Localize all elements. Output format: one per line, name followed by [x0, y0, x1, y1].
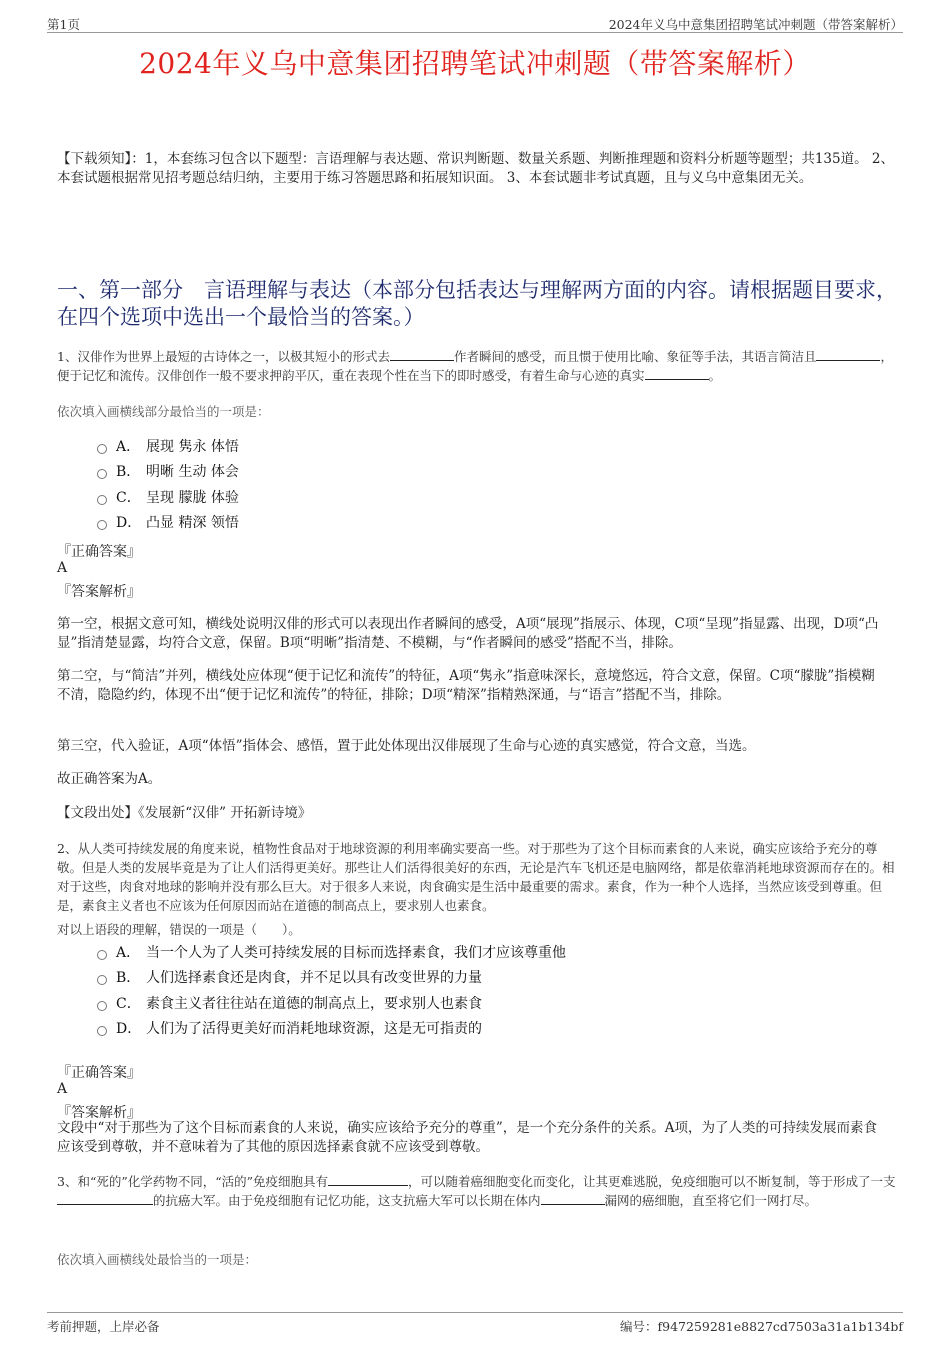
radio-icon[interactable]	[97, 975, 107, 985]
question-3-prompt: 依次填入画横线处最恰当的一项是：	[57, 1252, 258, 1267]
question-1-text: 1、汉俳作为世界上最短的古诗体之一，以极其短小的形式去 作者瞬间的感受，而且惯于使用比喻、象征等手法，其语言简洁且 ，便于记忆和流传。汉俳创作一般不要求押韵平仄，重在表现个性在当下的即时感受，有着生命与心迹的真实 。	[57, 349, 893, 383]
answer-value: A	[57, 1081, 68, 1097]
answer-value: A	[57, 560, 68, 576]
section-title: 一、第一部分 言语理解与表达（本部分包括表达与理解两方面的内容。请根据题目要求，在四个选项中选出一个最恰当的答案。）	[57, 278, 897, 329]
header-doc-title: 2024年义乌中意集团招聘笔试冲刺题（带答案解析）	[608, 17, 903, 32]
analysis-conclusion: 故正确答案为A。	[57, 771, 162, 787]
radio-icon[interactable]	[97, 444, 107, 454]
analysis-paragraph: 文段中“对于那些为了这个目标而素食的人来说，确实应该给予充分的尊重”，是一个充分条件的关系。A项，为了人类的可持续发展而素食应该受到尊敬，并不意味着为了其他的原因选择素食就不应该受到尊敬。	[57, 1120, 878, 1155]
option-b[interactable]: B． 人们选择素食还是肉食，并不足以具有改变世界的力量	[97, 965, 566, 991]
answer-blank	[816, 348, 880, 361]
question-1-options	[97, 433, 239, 535]
answer-blank	[57, 1192, 153, 1205]
download-notice: 【下载须知】：1，本套练习包含以下题型：言语理解与表达题、常识判断题、数量关系题、判断推理题和资料分析题等题型；共135道。 2、本套试题根据常见招考题总结归纳，主要用于练习答题思路和拓展知识面。 3、本套试题非考试真题，且与义乌中意集团无关。	[57, 151, 894, 186]
radio-icon[interactable]	[97, 520, 107, 530]
radio-icon[interactable]	[97, 1026, 107, 1036]
option-d[interactable]: D． 人们为了活得更美好而消耗地球资源，这是无可指责的	[97, 1016, 566, 1042]
answer-label: 『正确答案』	[57, 1065, 141, 1081]
question-2-prompt: 对以上语段的理解，错误的一项是（ ）。	[57, 922, 301, 937]
question-1-prompt: 依次填入画横线部分最恰当的一项是：	[57, 404, 270, 419]
answer-blank	[541, 1192, 605, 1205]
question-2-options	[97, 939, 566, 1041]
page-number: 第1页	[47, 17, 80, 32]
source-citation: 【文段出处】《发展新“汉俳” 开拓新诗境》	[57, 805, 312, 821]
answer-blank	[328, 1173, 408, 1186]
option-b[interactable]: B． 明晰 生动 体会	[97, 459, 239, 485]
question-2-text: 2、从人类可持续发展的角度来说，植物性食品对于地球资源的利用率确实要高一些。对于那些为了这个目标而素食的人来说，确实应该给予充分的尊敬。但是人类的发展毕竟是为了让人们活得更美好。那些让人们活得很美好的东西，无论是汽车飞机还是电脑网络，都是依靠消耗地球资源而存在的。相对于这些，肉食对地球的影响并没有那么巨大。对于很多人来说，肉食确实是生活中最重要的需求。素食，作为一种个人选择，当然应该受到尊重。但是，素食主义者也不应该为任何原因而站在道德的制高点上，要求别人也素食。	[57, 841, 895, 913]
question-3-text: 3、和“死的”化学药物不同，“活的”免疫细胞具有 ，可以随着癌细胞变化而变化，让其更难逃脱，免疫细胞可以不断复制，等于形成了一支的抗癌大军。由于免疫细胞有记忆功能，这支抗癌大军可以长期在体内 漏网的癌细胞，直至将它们一网打尽。	[57, 1174, 896, 1208]
option-a[interactable]: A． 当一个人为了人类可持续发展的目标而选择素食，我们才应该尊重他	[97, 939, 566, 965]
document-title: 2024年义乌中意集团招聘笔试冲刺题（带答案解析）	[139, 47, 811, 80]
option-d[interactable]: D． 凸显 精深 领悟	[97, 510, 239, 536]
radio-icon[interactable]	[97, 495, 107, 505]
analysis-paragraph: 第一空，根据文意可知，横线处说明汉俳的形式可以表现出作者瞬间的感受，A项“展现”指展示、体现，C项“呈现”指显露、出现，D项“凸显”指清楚显露，均符合文意，保留。B项“明晰”指清楚、不模糊，与“作者瞬间的感受”搭配不当，排除。	[57, 616, 879, 651]
radio-icon[interactable]	[97, 1001, 107, 1011]
analysis-paragraph: 第三空，代入验证，A项“体悟”指体会、感悟，置于此处体现出汉俳展现了生命与心迹的真实感觉，符合文意，当选。	[57, 738, 756, 754]
radio-icon[interactable]	[97, 469, 107, 479]
option-a[interactable]: A． 展现 隽永 体悟	[97, 433, 239, 459]
analysis-paragraph: 第二空，与“简洁”并列，横线处应体现“便于记忆和流传”的特征，A项“隽永”指意味深长，意境悠远，符合文意，保留。C项“朦胧”指模糊不清，隐隐约约，体现不出“便于记忆和流传”的特征，排除；D项“精深”指精熟深通，与“语言”搭配不当，排除。	[57, 668, 875, 703]
option-c[interactable]: C． 素食主义者往往站在道德的制高点上，要求别人也素食	[97, 990, 566, 1016]
footer-serial: 编号：f947259281e8827cd7503a31a1b134bf	[620, 1319, 903, 1334]
analysis-label: 『答案解析』	[57, 584, 141, 600]
footer-slogan: 考前押题，上岸必备	[47, 1319, 160, 1334]
radio-icon[interactable]	[97, 950, 107, 960]
page-footer	[47, 1312, 903, 1335]
page-header	[47, 12, 903, 33]
option-c[interactable]: C． 呈现 朦胧 体验	[97, 484, 239, 510]
answer-blank	[645, 367, 709, 380]
answer-blank	[390, 348, 454, 361]
answer-label: 『正确答案』	[57, 544, 141, 560]
analysis-label: 『答案解析』	[57, 1105, 141, 1121]
